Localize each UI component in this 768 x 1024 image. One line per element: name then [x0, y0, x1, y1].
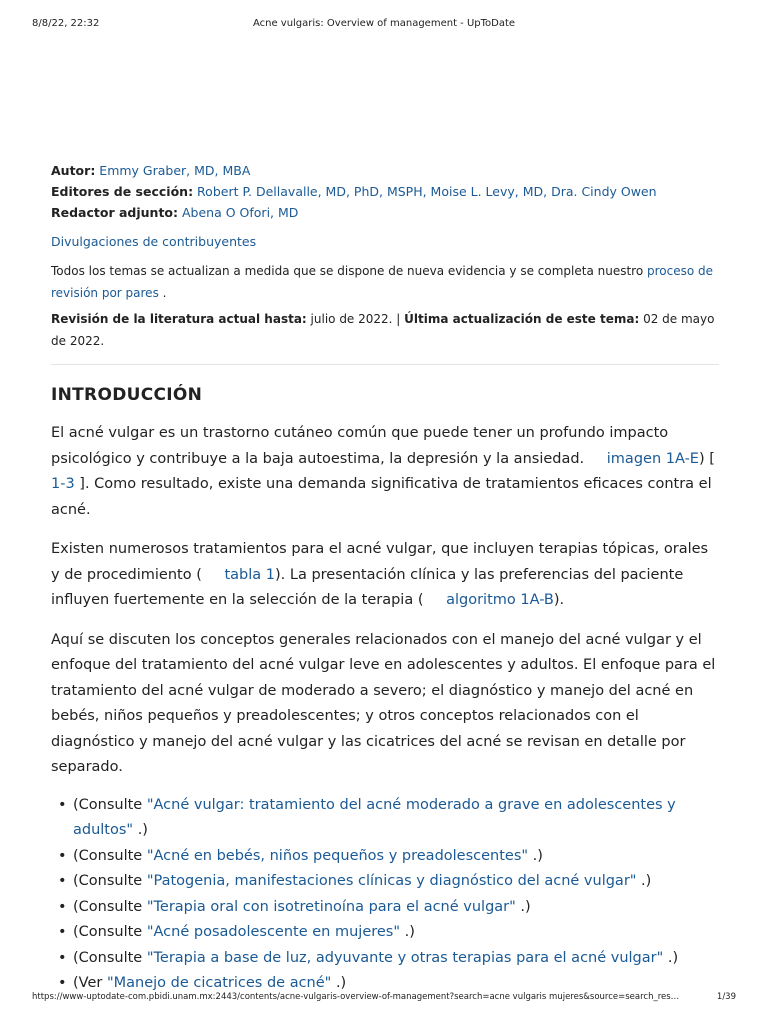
page-number: 1/39: [716, 992, 736, 1002]
bullet-icon: •: [58, 873, 67, 889]
author-label: Autor: [51, 163, 91, 178]
intro-paragraph-2: Existen numerosos tratamientos para el acné vulgar, que incluyen terapias tópicas, orales y de procedimiento ( tabla 1). La presentación clínica y las preferencias del paciente influyen fuertemente en la selección de la terapia ( algoritmo 1A-B).: [51, 541, 709, 608]
update-notice: [51, 260, 719, 304]
list-item: • (Consulte "Patogenia, manifestaciones clínicas y diagnóstico del acné vulgar" .): [73, 869, 719, 895]
author-link[interactable]: Emmy Graber, MD, MBA: [99, 163, 251, 178]
review-dates: Revisión de la literatura actual hasta: julio de 2022. | Última actualización de este tema: 02 de mayo de 2022.: [51, 312, 715, 348]
section-editors-label: Editores de sección: [51, 184, 189, 199]
print-datetime: 8/8/22, 22:32: [32, 18, 100, 29]
see-also-list: [51, 793, 719, 997]
list-item: • (Consulte "Terapia oral con isotretinoína para el acné vulgar" .): [73, 895, 719, 921]
topic-link-light-therapy[interactable]: "Terapia a base de luz, adyuvante y otras terapias para el acné vulgar": [146, 949, 664, 966]
peer-review-process-link[interactable]: proceso de revisión por pares: [51, 264, 714, 300]
print-url: https://www-uptodate-com.pbidi.unam.mx:2443/contents/acne-vulgaris-overview-of-management?search=acne vulgaris mujeres&source=search_res…: [32, 992, 680, 1002]
deputy-editor-line: Redactor adjunto: Abena O Ofori, MD: [51, 205, 299, 220]
algorithm-1a-b-link[interactable]: algoritmo 1A-B: [446, 592, 554, 608]
topic-link-acne-scars[interactable]: "Manejo de cicatrices de acné": [106, 975, 332, 991]
section-editors-link[interactable]: Robert P. Dellavalle, MD, PhD, MSPH, Moise L. Levy, MD, Dra. Cindy Owen: [197, 184, 657, 199]
topic-link-postadolescent-acne[interactable]: "Acné posadolescente en mujeres": [146, 924, 401, 940]
deputy-editor-label: Redactor adjunto: [51, 205, 174, 220]
bullet-icon: •: [58, 796, 67, 813]
bullet-icon: •: [58, 898, 67, 915]
author-line: Autor: Emmy Graber, MD, MBA: [51, 163, 251, 178]
review-label: Revisión de la literatura actual hasta: [51, 312, 302, 326]
section-heading-introduction: INTRODUCCIÓN: [51, 385, 203, 405]
bullet-icon: •: [58, 924, 67, 940]
bullet-icon: •: [58, 847, 67, 864]
list-item: • (Consulte "Acné en bebés, niños pequeños y preadolescentes" .): [73, 844, 719, 870]
image-1a-e-link[interactable]: imagen 1A-E: [606, 450, 699, 467]
bullet-icon: •: [58, 949, 67, 966]
update-end: .: [158, 286, 167, 300]
list-item: • (Consulte "Acné posadolescente en mujeres" .): [73, 920, 719, 946]
last-update-label: Última actualización de este tema: [404, 312, 635, 326]
print-title: Acne vulgaris: Overview of management - UpToDate: [252, 18, 516, 29]
article-content: [51, 160, 719, 997]
list-item: • (Ver "Manejo de cicatrices de acné" .): [73, 971, 719, 997]
contributors-block: [51, 160, 719, 223]
topic-link-infant-acne[interactable]: "Acné en bebés, niños pequeños y preadolescentes": [146, 847, 529, 864]
topic-link-isotretinoin[interactable]: "Terapia oral con isotretinoína para el acné vulgar": [146, 898, 516, 915]
table-1-link[interactable]: tabla 1: [224, 566, 275, 583]
section-editors-line: Editores de sección: Robert P. Dellavalle, MD, PhD, MSPH, Moise L. Levy, MD, Dra. Cindy Owen: [51, 184, 657, 199]
deputy-editor-link[interactable]: Abena O Ofori, MD: [182, 205, 299, 220]
bullet-icon: •: [58, 975, 67, 991]
reference-1-3-link[interactable]: 1-3: [51, 476, 75, 492]
contributor-disclosures-link[interactable]: Divulgaciones de contribuyentes: [51, 234, 257, 249]
topic-link-moderate-severe-acne[interactable]: "Acné vulgar: tratamiento del acné moderado a grave en adolescentes y adultos": [73, 796, 676, 838]
list-item: • (Consulte "Terapia a base de luz, adyuvante y otras terapias para el acné vulgar" .): [73, 946, 719, 972]
last-update-value: 02 de mayo de 2022.: [51, 312, 715, 348]
topic-link-pathogenesis[interactable]: "Patogenia, manifestaciones clínicas y diagnóstico del acné vulgar": [146, 873, 637, 889]
intro-paragraph-1: El acné vulgar es un trastorno cutáneo común que puede tener un profundo impacto psicológico y contribuye a la baja autoestima, la depresión y la ansiedad. imagen 1A-E) [ 1-3 ]. Como resultado, existe una demanda significativa de tratamientos eficaces contra el acné.: [51, 425, 715, 518]
review-value: julio de 2022. |: [306, 312, 405, 326]
disclosures-line: [51, 232, 719, 252]
section-divider: [51, 364, 719, 365]
list-item: • (Consulte "Acné vulgar: tratamiento del acné moderado a grave en adolescentes y adultos" .): [73, 793, 719, 844]
intro-paragraph-3: Aquí se discuten los conceptos generales relacionados con el manejo del acné vulgar y el enfoque del tratamiento del acné vulgar leve en adolescentes y adultos. El enfoque para el tratamiento del acné vulgar de moderado a severo; el diagnóstico y manejo del acné en bebés, niños pequeños y preadolescentes; y otros conceptos relacionados con el diagnóstico y manejo del acné vulgar y las cicatrices del acné se revisan en detalle por separado.: [51, 631, 716, 775]
update-text: Todos los temas se actualizan a medida que se dispone de nueva evidencia y se completa nuestro: [51, 264, 644, 278]
